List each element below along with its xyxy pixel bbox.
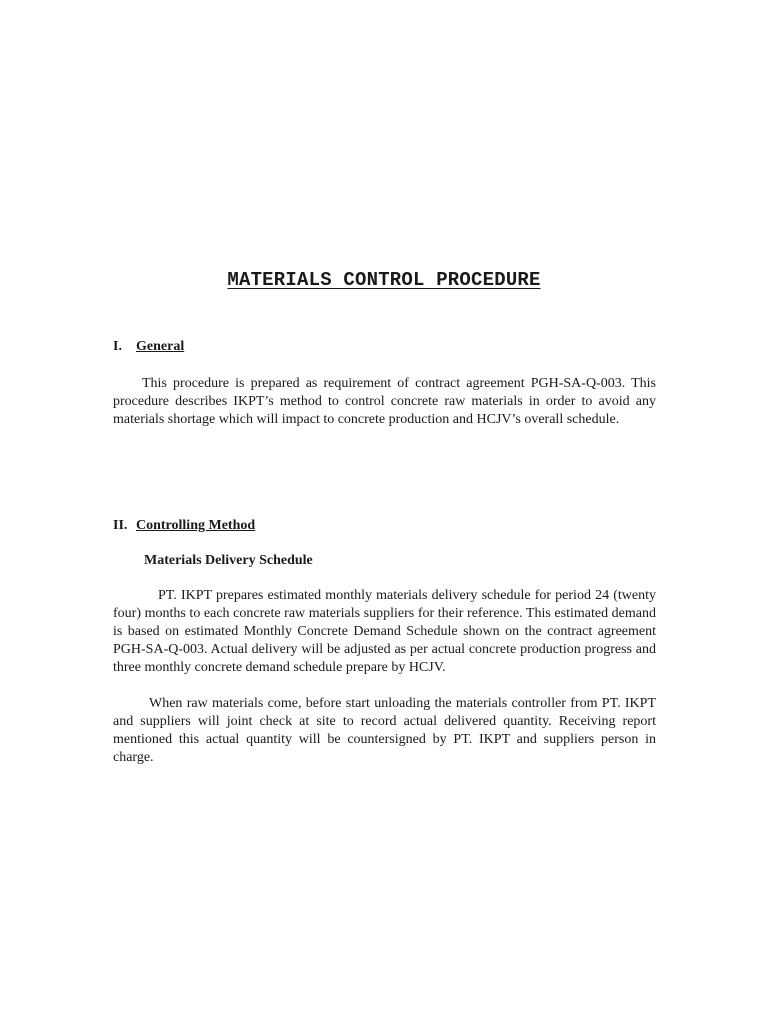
general-paragraph: This procedure is prepared as requirement of contract agreement PGH-SA-Q-003. This procedure describes IKPT’s method to control concrete raw materials in order to avoid any materials shortage which will impact to concrete production and HCJV’s overall schedule. [113, 376, 656, 427]
delivery-schedule-paragraph: PT. IKPT prepares estimated monthly materials delivery schedule for period 24 (twenty four) months to each concrete raw materials suppliers for their reference. This estimated demand is based on estimated Monthly Concrete Demand Schedule shown on the contract agreement PGH-SA-Q-003. Actual delivery will be adjusted as per actual concrete production progress and three monthly concrete demand schedule prepare by HCJV. [113, 588, 656, 675]
section-number: I. [113, 339, 122, 354]
section-controlling-method-heading [113, 518, 255, 534]
section-title: Controlling Method [136, 518, 256, 533]
section-title: General [136, 339, 185, 354]
materials-delivery-schedule-subheading: Materials Delivery Schedule [144, 553, 313, 568]
section-general-heading [113, 339, 184, 355]
section-number: II. [113, 518, 128, 533]
document-title: MATERIALS CONTROL PROCEDURE [227, 269, 541, 291]
receiving-paragraph: When raw materials come, before start unloading the materials controller from PT. IKPT and suppliers will joint check at site to record actual delivered quantity. Receiving report mentioned this actual quantity will be countersigned by PT. IKPT and suppliers person in charge. [113, 696, 656, 765]
